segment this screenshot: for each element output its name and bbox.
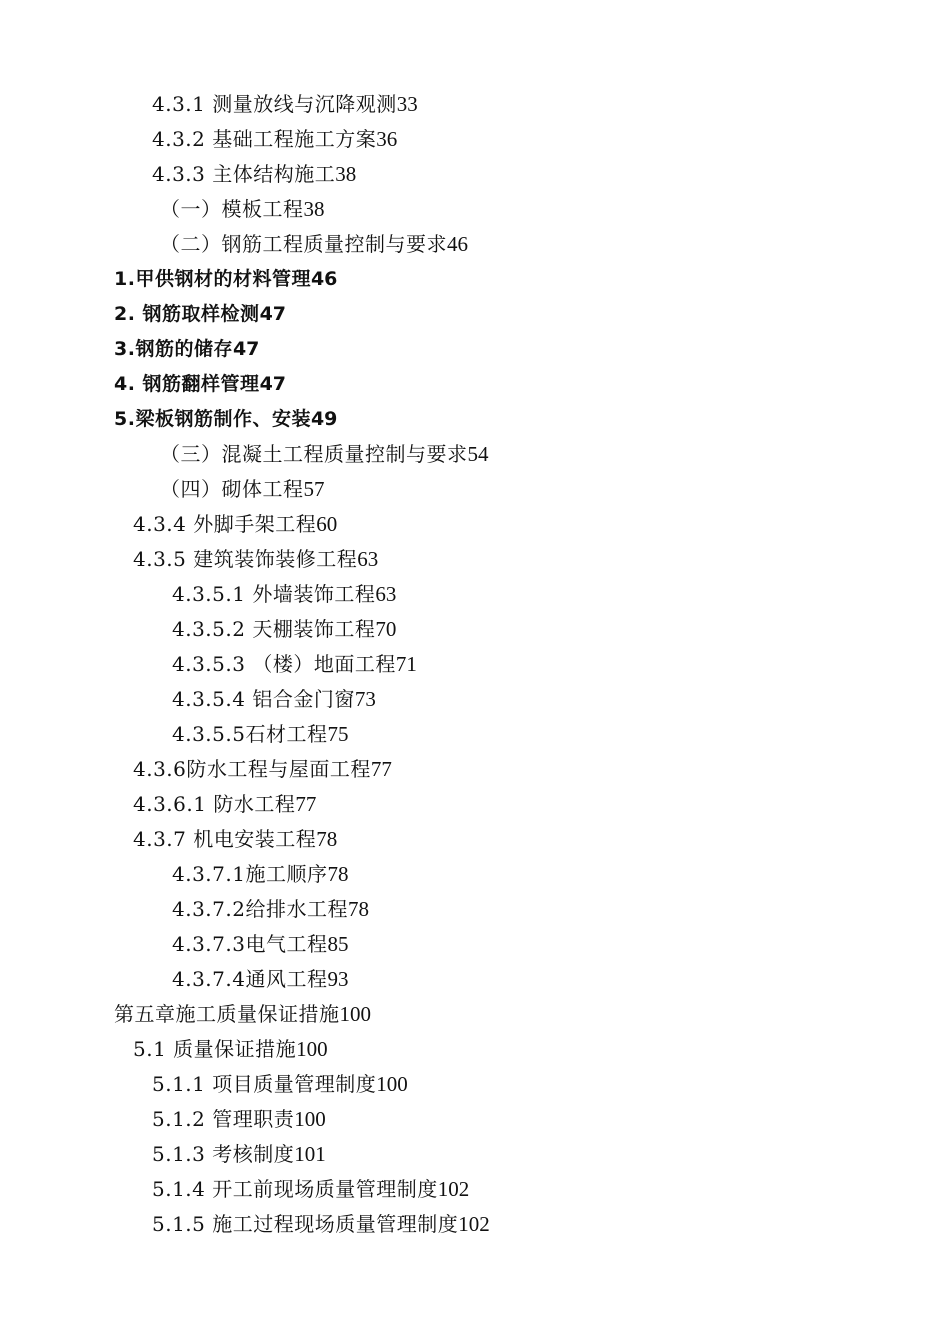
toc-entry-title: （二）钢筋工程质量控制与要求 — [160, 232, 447, 256]
toc-entry-page: 77 — [295, 792, 317, 816]
toc-entry-page: 63 — [375, 582, 397, 606]
toc-entry-page: 33 — [396, 92, 418, 116]
toc-entry-title: 4.3.6防水工程与屋面工程 — [133, 757, 371, 781]
toc-entry-title: 4.3.7.1施工顺序 — [172, 862, 328, 886]
toc-entry-page: 47 — [259, 303, 287, 325]
toc-entry-page: 49 — [310, 408, 338, 430]
toc-entry-page: 54 — [467, 442, 489, 466]
toc-entry-title: 5.梁板钢筋制作、安装 — [114, 408, 311, 430]
toc-entry-page: 102 — [458, 1212, 490, 1236]
toc-entry-page: 60 — [316, 512, 338, 536]
toc-entry-page: 38 — [335, 162, 357, 186]
toc-entry[interactable] — [0, 542, 950, 577]
toc-entry[interactable] — [0, 927, 950, 962]
toc-entry-title: 第五章施工质量保证措施 — [114, 1002, 340, 1026]
toc-entry[interactable] — [0, 437, 950, 472]
toc-entry-title: （四）砌体工程 — [160, 477, 304, 501]
toc-entry-title: 4.3.5.1 外墙装饰工程 — [172, 582, 376, 606]
toc-entry-page: 77 — [370, 757, 392, 781]
toc-entry-page: 71 — [395, 652, 417, 676]
toc-entry-title: 2. 钢筋取样检测 — [114, 303, 260, 325]
toc-entry[interactable] — [0, 297, 950, 332]
toc-entry-page: 100 — [376, 1072, 408, 1096]
toc-entry-page: 47 — [232, 338, 260, 360]
toc-entry-page: 70 — [375, 617, 397, 641]
toc-entry-title: 3.钢筋的储存 — [114, 338, 233, 360]
toc-entry[interactable] — [0, 787, 950, 822]
toc-entry[interactable] — [0, 1207, 950, 1242]
toc-entry[interactable] — [0, 647, 950, 682]
toc-entry-page: 75 — [327, 722, 349, 746]
toc-entry[interactable] — [0, 962, 950, 997]
toc-entry[interactable] — [0, 752, 950, 787]
toc-entry-page: 38 — [303, 197, 325, 221]
toc-entry-page: 73 — [354, 687, 376, 711]
toc-entry[interactable] — [0, 577, 950, 612]
toc-entry-page: 100 — [294, 1107, 326, 1131]
toc-entry-page: 85 — [327, 932, 349, 956]
toc-entry[interactable] — [0, 507, 950, 542]
toc-entry[interactable] — [0, 717, 950, 752]
toc-entry[interactable] — [0, 892, 950, 927]
toc-entry[interactable] — [0, 1032, 950, 1067]
toc-entry[interactable] — [0, 122, 950, 157]
toc-entry-title: 4.3.7.4通风工程 — [172, 967, 328, 991]
toc-entry-page: 57 — [303, 477, 325, 501]
toc-entry-page: 78 — [327, 862, 349, 886]
toc-entry[interactable] — [0, 1137, 950, 1172]
toc-entry[interactable] — [0, 367, 950, 402]
toc-entry[interactable] — [0, 822, 950, 857]
toc-entry-title: 4.3.4 外脚手架工程 — [133, 512, 317, 536]
toc-entry-title: 4.3.1 测量放线与沉降观测 — [152, 92, 397, 116]
toc-entry[interactable] — [0, 227, 950, 262]
toc-entry-title: 1.甲供钢材的材料管理 — [114, 268, 311, 290]
toc-entry-title: 5.1.3 考核制度 — [152, 1142, 295, 1166]
toc-entry-page: 93 — [327, 967, 349, 991]
toc-entry[interactable] — [0, 1102, 950, 1137]
toc-entry[interactable] — [0, 997, 950, 1032]
toc-entry-title: （三）混凝土工程质量控制与要求 — [160, 442, 468, 466]
toc-entry-title: 4.3.7 机电安装工程 — [133, 827, 317, 851]
toc-entry-title: 4.3.6.1 防水工程 — [133, 792, 296, 816]
toc-entry[interactable] — [0, 402, 950, 437]
toc-entry-page: 78 — [316, 827, 338, 851]
toc-entry-title: 4. 钢筋翻样管理 — [114, 373, 260, 395]
toc-entry-page: 100 — [296, 1037, 328, 1061]
toc-entry-title: 4.3.5.4 铝合金门窗 — [172, 687, 355, 711]
table-of-contents — [0, 87, 950, 1242]
toc-entry-title: （一）模板工程 — [160, 197, 304, 221]
toc-entry-page: 47 — [259, 373, 287, 395]
toc-entry[interactable] — [0, 157, 950, 192]
toc-entry-title: 5.1.5 施工过程现场质量管理制度 — [152, 1212, 459, 1236]
toc-entry[interactable] — [0, 472, 950, 507]
toc-entry-page: 46 — [310, 268, 338, 290]
toc-entry-page: 46 — [447, 232, 468, 256]
toc-entry-title: 4.3.5.3 （楼）地面工程 — [172, 652, 396, 676]
toc-entry-title: 5.1.4 开工前现场质量管理制度 — [152, 1177, 438, 1201]
toc-entry-title: 5.1.2 管理职责 — [152, 1107, 295, 1131]
toc-entry-page: 78 — [347, 897, 369, 921]
toc-entry[interactable] — [0, 192, 950, 227]
toc-entry-title: 4.3.7.3电气工程 — [172, 932, 328, 956]
toc-entry-title: 5.1.1 项目质量管理制度 — [152, 1072, 377, 1096]
toc-entry-page: 36 — [376, 127, 398, 151]
toc-entry[interactable] — [0, 262, 950, 297]
toc-entry[interactable] — [0, 1067, 950, 1102]
toc-entry-page: 63 — [357, 547, 379, 571]
toc-entry[interactable] — [0, 857, 950, 892]
toc-entry[interactable] — [0, 87, 950, 122]
toc-entry-title: 5.1 质量保证措施 — [133, 1037, 297, 1061]
toc-entry[interactable] — [0, 332, 950, 367]
toc-entry-page: 100 — [339, 1002, 371, 1026]
toc-entry-title: 4.3.5.5石材工程 — [172, 722, 328, 746]
toc-entry-title: 4.3.5 建筑装饰装修工程 — [133, 547, 358, 571]
toc-entry-page: 101 — [294, 1142, 326, 1166]
toc-entry-title: 4.3.3 主体结构施工 — [152, 162, 336, 186]
toc-entry[interactable] — [0, 682, 950, 717]
toc-entry-title: 4.3.2 基础工程施工方案 — [152, 127, 377, 151]
toc-entry[interactable] — [0, 612, 950, 647]
toc-entry[interactable] — [0, 1172, 950, 1207]
toc-entry-page: 102 — [437, 1177, 470, 1201]
toc-entry-title: 4.3.5.2 天棚装饰工程 — [172, 617, 376, 641]
toc-entry-title: 4.3.7.2给排水工程 — [172, 897, 348, 921]
